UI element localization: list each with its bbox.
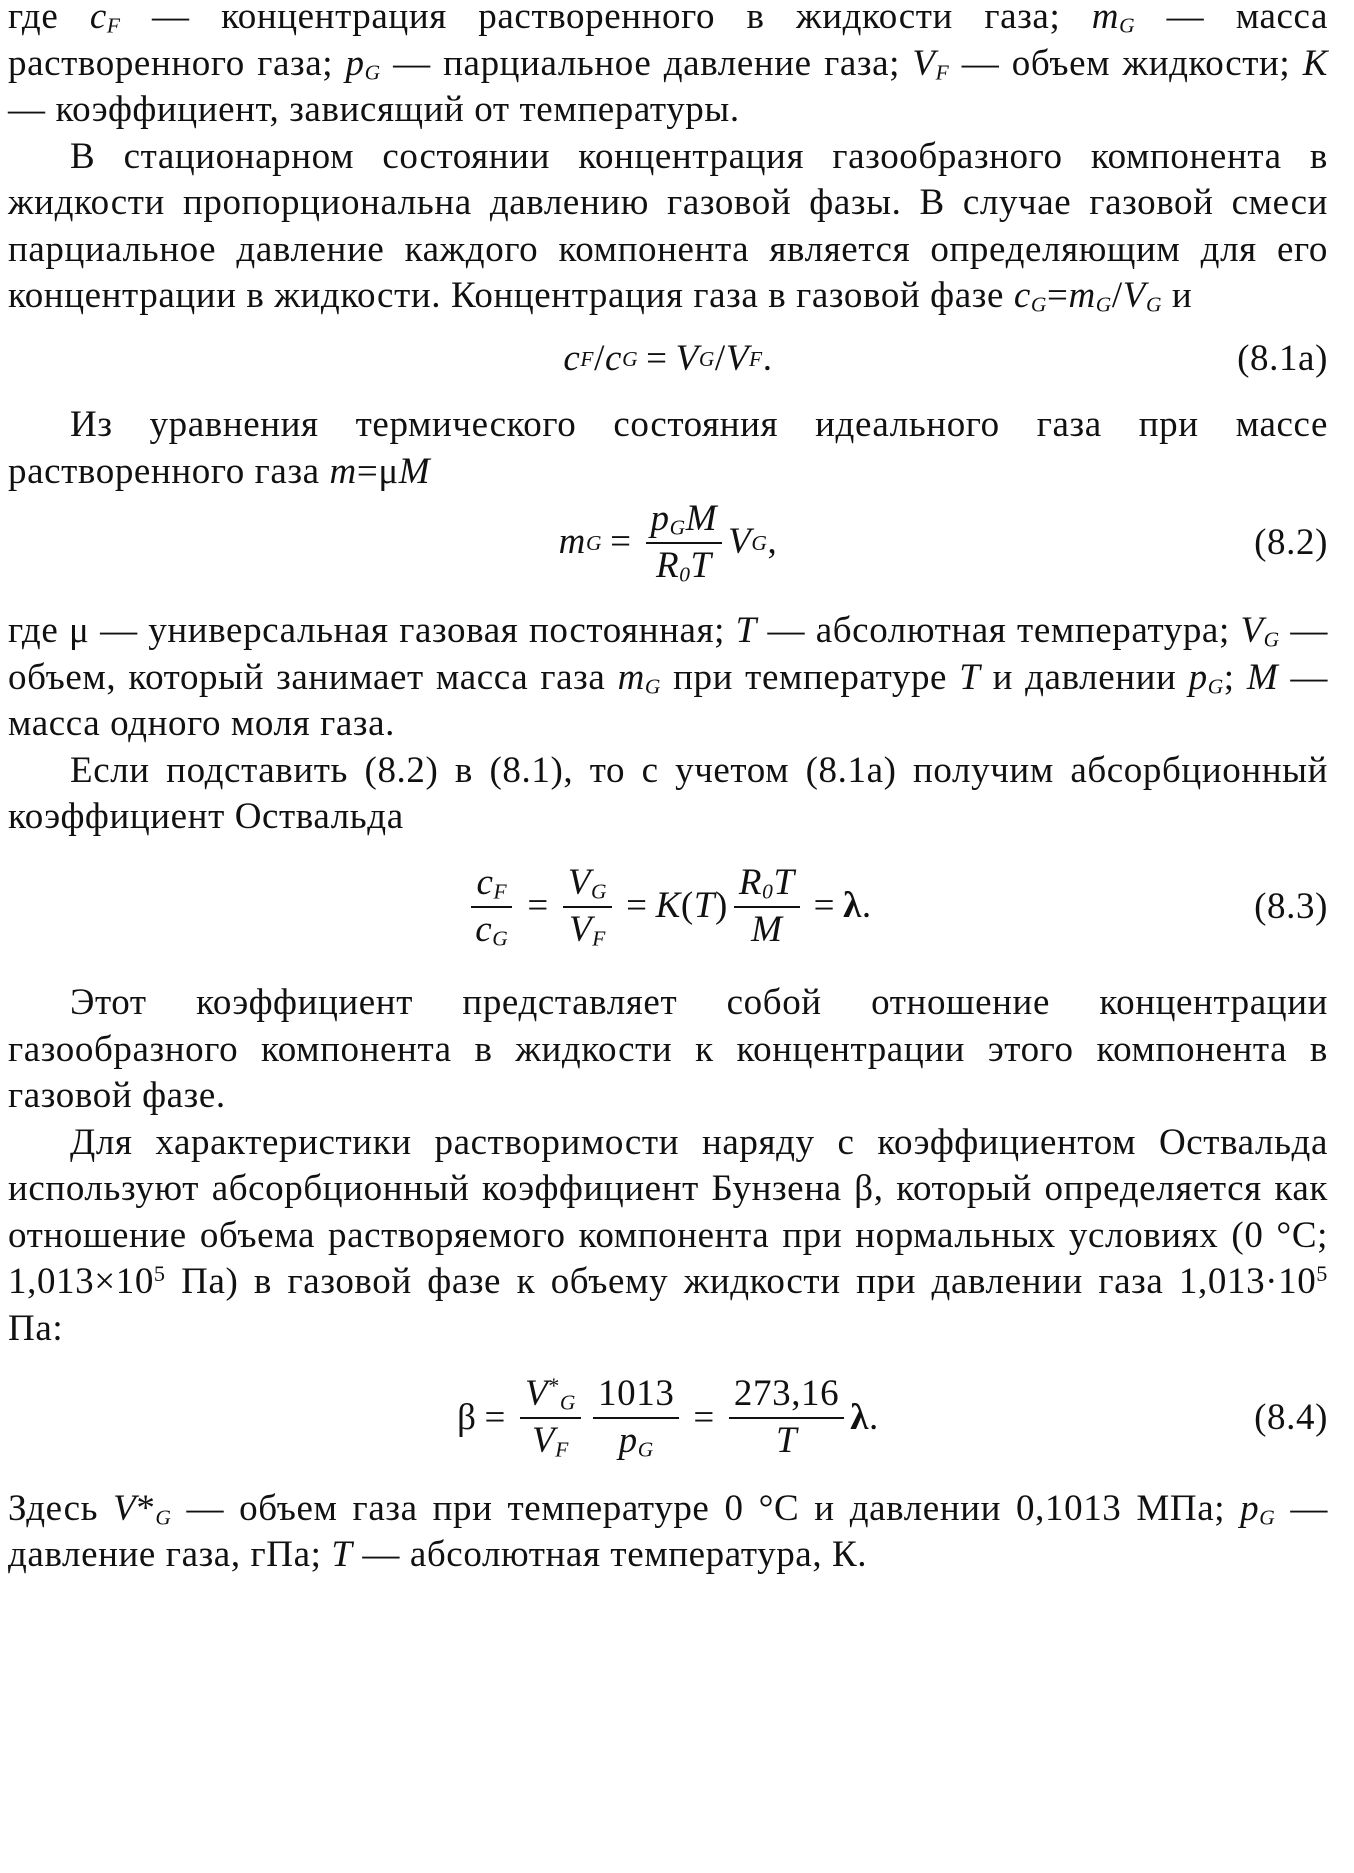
paragraph-6: Этот коэффициент представляет собой отношение концентрации газообразного компонента в жидкости к концентрации этого компонента в газовой фазе. — [8, 982, 1328, 1117]
fraction: $\frac{V^*_G}{V_F}$ — [520, 1374, 581, 1461]
fraction: $\frac{V_G}{V_F}$ — [563, 863, 612, 950]
equation-number: (8.1а) — [1237, 337, 1328, 379]
document-page — [8, 0, 1328, 1579]
fraction: $\frac{273,16}{T}$ — [729, 1374, 844, 1461]
paragraph-4: где μ — универсальная газовая постоянная; T — абсолютная температура; $V_G$ — объем, который занимает масса газа $m_G$ при температуре T и давлении $p_G$; M — масса одного моля газа. — [8, 610, 1328, 745]
equation-number: (8.2) — [1254, 521, 1328, 563]
equation-number: (8.4) — [1254, 1396, 1328, 1438]
fraction: $\frac{p_GM}{R_0T}$ — [646, 499, 723, 586]
fraction: $\frac{c_F}{c_G}$ — [470, 863, 513, 950]
paragraph-2: В стационарном состоянии концентрация газообразного компонента в жидкости пропорциональна давлению газовой фазы. В случае газовой смеси парциальное давление каждого компонента является определяющим для его концентрации в жидкости. Концентрация газа в газовой фазе $c_G=m_G/V_G$ и — [8, 135, 1328, 317]
paragraph-1: где $c_F$ — концентрация растворенного в жидкости газа; $m_G$ — масса растворенного газа; $p_G$ — парциальное давление газа; $V_F$ — объем жидкости; K — коэффициент, зависящий от температуры. — [8, 0, 1328, 130]
equation-8-3: $\frac{c_F}{c_G}$ = $\frac{V_G}{V_F}$ = K ( T ) $\frac{R_0T}{M}$ = λ . (8.3) — [8, 863, 1328, 950]
equation-number: (8.3) — [1254, 885, 1328, 927]
paragraph-8: Здесь $V*_G$ — объем газа при температуре 0 °C и давлении 0,1013 МПа; $p_G$ — давление газа, гПа; T — абсолютная температура, К. — [8, 1487, 1328, 1576]
paragraph-3: Из уравнения термического состояния идеального газа при массе растворенного газа m=μM — [8, 404, 1328, 492]
equation-8-2: m G = $\frac{p_GM}{R_0T}$ V G , (8.2) — [558, 498, 1328, 587]
equation-8-4: β = $\frac{V^*_G}{V_F}$ $\frac{1013}{p_G}$ = $\frac{273,16}{T}$ λ . (8.4) — [457, 1373, 1328, 1462]
paragraph-5: Если подставить (8.2) в (8.1), то с учетом (8.1а) получим абсорбционный коэффициент Оствальда — [8, 749, 1328, 838]
fraction: $\frac{R_0T}{M}$ — [734, 863, 800, 950]
fraction: $\frac{1013}{p_G}$ — [593, 1374, 679, 1461]
paragraph-7: Для характеристики растворимости наряду с коэффициентом Оствальда используют абсорбционный коэффициент Бунзена β, который определяется как отношение объема растворяемого компонента при нормальных условиях (0 °C; $1,013\times 10^5$ Па) в газовой фазе к объему жидкости при давлении газа $1,013\cdot 10^5$ Па: — [8, 1121, 1328, 1349]
equation-8-1a: c F / c G = V G / V F . (8.1а) — [8, 336, 1328, 383]
